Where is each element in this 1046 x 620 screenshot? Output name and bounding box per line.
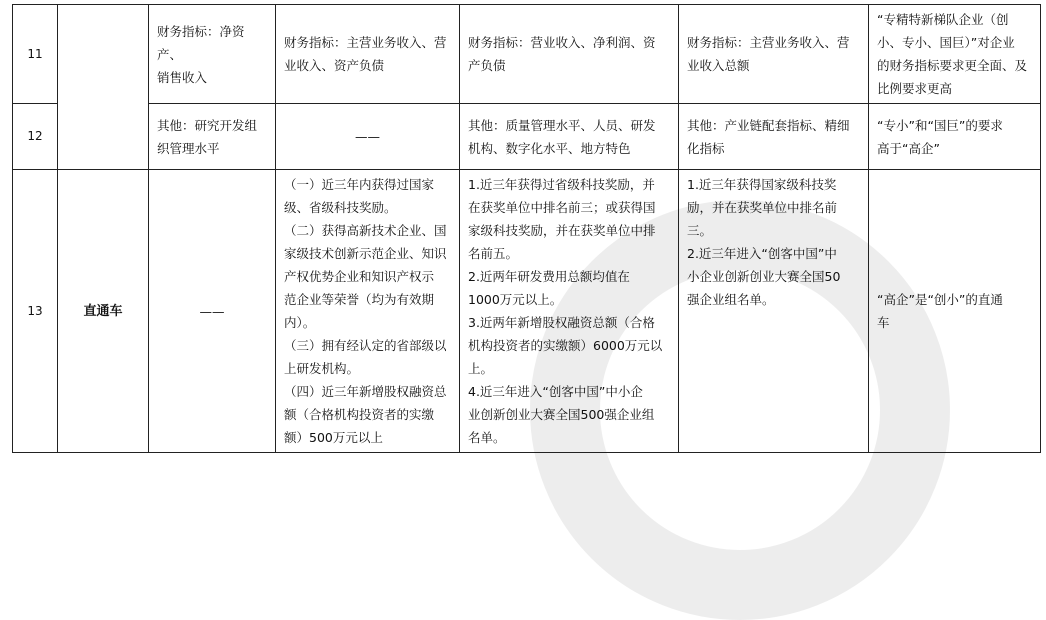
cell-line: 织管理水平 [157,140,220,156]
cell-line: （四）近三年新增股权融资总 [284,384,447,399]
cell-line: 1.近三年获得国家级科技奖 [687,177,837,192]
cell-line: 1.近三年获得过省级科技奖励，并 [468,177,655,192]
cell-line: 小、专小、国巨）”对企业 [877,35,1015,50]
cell-line: 励，并在获奖单位中排名前 [687,200,838,215]
cell-line: 高于“高企” [877,140,940,156]
cell-line: 化指标 [687,140,725,156]
cell-line: 车 [877,315,890,330]
cell-line: 额（合格机构投资者的实缴 [284,407,435,422]
cell-line: “高企”是“创小”的直通 [877,292,1003,307]
cell-line: 名前五。 [468,246,519,261]
cell [679,104,869,170]
cell-line: 的财务指标要求更全面、及 [877,58,1028,73]
cell-line: 其他：研究开发组 [157,117,258,133]
cell-line: 上研发机构。 [284,361,360,376]
cell-line: 财务指标：主营业务收入、营 [284,35,447,50]
cell-line: 3.近两年新增股权融资总额（合格 [468,315,655,330]
cell-line: （三）拥有经认定的省部级以 [284,338,447,353]
cell-line: 在获奖单位中排名前三；或获得国 [468,200,656,215]
cell [276,5,460,104]
cell [869,5,1041,104]
row-number: 13 [13,170,58,453]
cell [460,170,679,453]
cell [149,5,276,104]
cell: —— [276,104,460,170]
row-number: 12 [13,104,58,170]
cell-line: 业收入、资产负债 [284,58,385,73]
category-cell [58,5,149,170]
cell-line: 机构、数字化水平、地方特色 [468,140,631,156]
table-row-13 [13,170,1041,453]
cell-line: 其他：质量管理水平、人员、研发 [468,117,656,133]
cell-line: 2.近三年进入“创客中国”中 [687,246,837,261]
cell [460,5,679,104]
cell-line: 小企业创新创业大赛全国50 [687,269,841,284]
comparison-table [12,4,1041,453]
table-row-12 [13,104,1041,170]
cell-line: 产负债 [468,58,506,73]
cell-line: 范企业等荣誉（均为有效期 [284,292,435,307]
cell-line: 上。 [468,361,494,376]
cell [460,104,679,170]
cell-line: 家级技术创新示范企业、知识 [284,246,447,261]
cell-line: 额）500万元以上 [284,430,383,445]
cell-line: 业收入总额 [687,58,750,73]
cell: —— [149,170,276,453]
cell [276,170,460,453]
cell [679,5,869,104]
cell [679,170,869,453]
cell-line: 业创新创业大赛全国500强企业组 [468,407,655,422]
cell-line: “专精特新梯队企业（创 [877,12,1009,27]
cell-line: 财务指标：营业收入、净利润、资 [468,35,656,50]
row-number: 11 [13,5,58,104]
cell-line: 名单。 [468,430,506,445]
cell-line: 比例要求更高 [877,81,953,96]
cell-line: 机构投资者的实缴额）6000万元以 [468,338,663,353]
cell-line: 4.近三年进入“创客中国”中小企 [468,384,643,399]
cell-line: 产权优势企业和知识产权示 [284,269,435,284]
table-row-11 [13,5,1041,104]
cell-line: 级、省级科技奖励。 [284,200,397,215]
cell-line: （一）近三年内获得过国家 [284,177,435,192]
cell [149,104,276,170]
cell-line: 1000万元以上。 [468,292,563,307]
cell-line: 财务指标：主营业务收入、营 [687,35,850,50]
cell [869,170,1041,453]
cell-line: 销售收入 [157,69,208,85]
cell-line: “专小”和“国巨”的要求 [877,117,1003,133]
cell-line: 2.近两年研发费用总额均值在 [468,269,630,284]
cell-line: 三。 [687,223,713,238]
category-cell: 直通车 [58,170,149,453]
cell-line: 家级科技奖励，并在获奖单位中排 [468,223,656,238]
cell-line: 强企业组名单。 [687,292,775,307]
cell-line: 财务指标：净资产、 [157,23,245,62]
cell [869,104,1041,170]
cell-line: 内）。 [284,315,316,330]
cell-line: 其他：产业链配套指标、精细 [687,117,850,133]
cell-line: （二）获得高新技术企业、国 [284,223,447,238]
